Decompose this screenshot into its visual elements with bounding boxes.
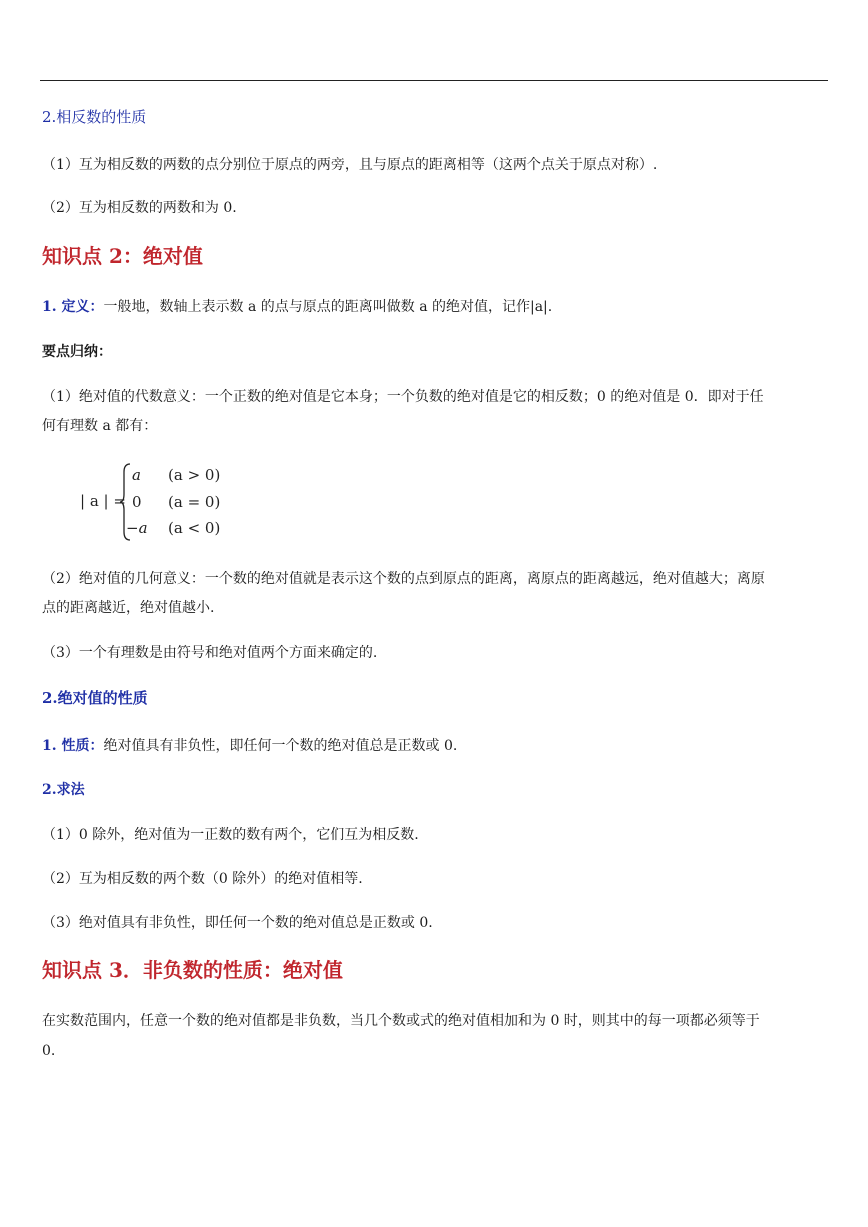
method-label: 2.求法 xyxy=(42,782,85,798)
case2-condition: (a = 0) xyxy=(168,493,221,511)
case1-value: a xyxy=(132,466,141,484)
property-line xyxy=(42,737,457,755)
case3-value: −a xyxy=(126,519,148,537)
case2-value: 0 xyxy=(132,493,142,511)
section-heading-opposite: 2.相反数的性质 xyxy=(42,108,147,126)
kp3-title: 知识点 3．非负数的性质：绝对值 xyxy=(42,958,343,982)
algebraic-meaning-line2: 何有理数 a 都有： xyxy=(42,418,158,434)
property-text: 绝对值具有非负性，即任何一个数的绝对值总是正数或 0. xyxy=(103,738,458,754)
absolute-value-formula xyxy=(80,458,240,544)
kp3-text-line2: 0. xyxy=(42,1043,56,1059)
method-item-2: （2）互为相反数的两个数（0 除外）的绝对值相等. xyxy=(42,871,363,887)
geometric-meaning-line2: 点的距离越近，绝对值越小. xyxy=(42,600,215,616)
definition-label: 1. 定义： xyxy=(42,299,104,315)
case1-condition: (a > 0) xyxy=(168,466,221,484)
kp2-title: 知识点 2：绝对值 xyxy=(42,244,203,268)
property-label: 1. 性质： xyxy=(42,738,104,754)
formula-lhs: | a | = xyxy=(80,492,126,510)
definition-text: 一般地，数轴上表示数 a 的点与原点的距离叫做数 a 的绝对值，记作|a|. xyxy=(103,299,553,315)
opposite-item-1: （1）互为相反数的两数的点分别位于原点的两旁，且与原点的距离相等（这两个点关于原点对称）. xyxy=(42,157,658,173)
case3-condition: (a < 0) xyxy=(168,519,221,537)
method-item-1: （1）0 除外，绝对值为一正数的数有两个，它们互为相反数. xyxy=(42,827,419,843)
section-heading-abs-props: 2.绝对值的性质 xyxy=(42,689,148,707)
algebraic-meaning-line1: （1）绝对值的代数意义：一个正数的绝对值是它本身；一个负数的绝对值是它的相反数；0 的绝对值是 0．即对于任 xyxy=(42,389,764,405)
sign-and-magnitude: （3）一个有理数是由符号和绝对值两个方面来确定的. xyxy=(42,645,378,661)
summary-label: 要点归纳： xyxy=(42,344,112,360)
geometric-meaning-line1: （2）绝对值的几何意义：一个数的绝对值就是表示这个数的点到原点的距离，离原点的距离越远，绝对值越大；离原 xyxy=(42,571,765,587)
method-item-3: （3）绝对值具有非负性，即任何一个数的绝对值总是正数或 0. xyxy=(42,915,433,931)
header-rule xyxy=(40,80,828,81)
kp2-definition xyxy=(42,298,552,316)
kp3-text-line1: 在实数范围内，任意一个数的绝对值都是非负数，当几个数或式的绝对值相加和为 0 时，则其中的每一项都必须等于 xyxy=(42,1013,760,1029)
opposite-item-2: （2）互为相反数的两数和为 0. xyxy=(42,200,237,216)
